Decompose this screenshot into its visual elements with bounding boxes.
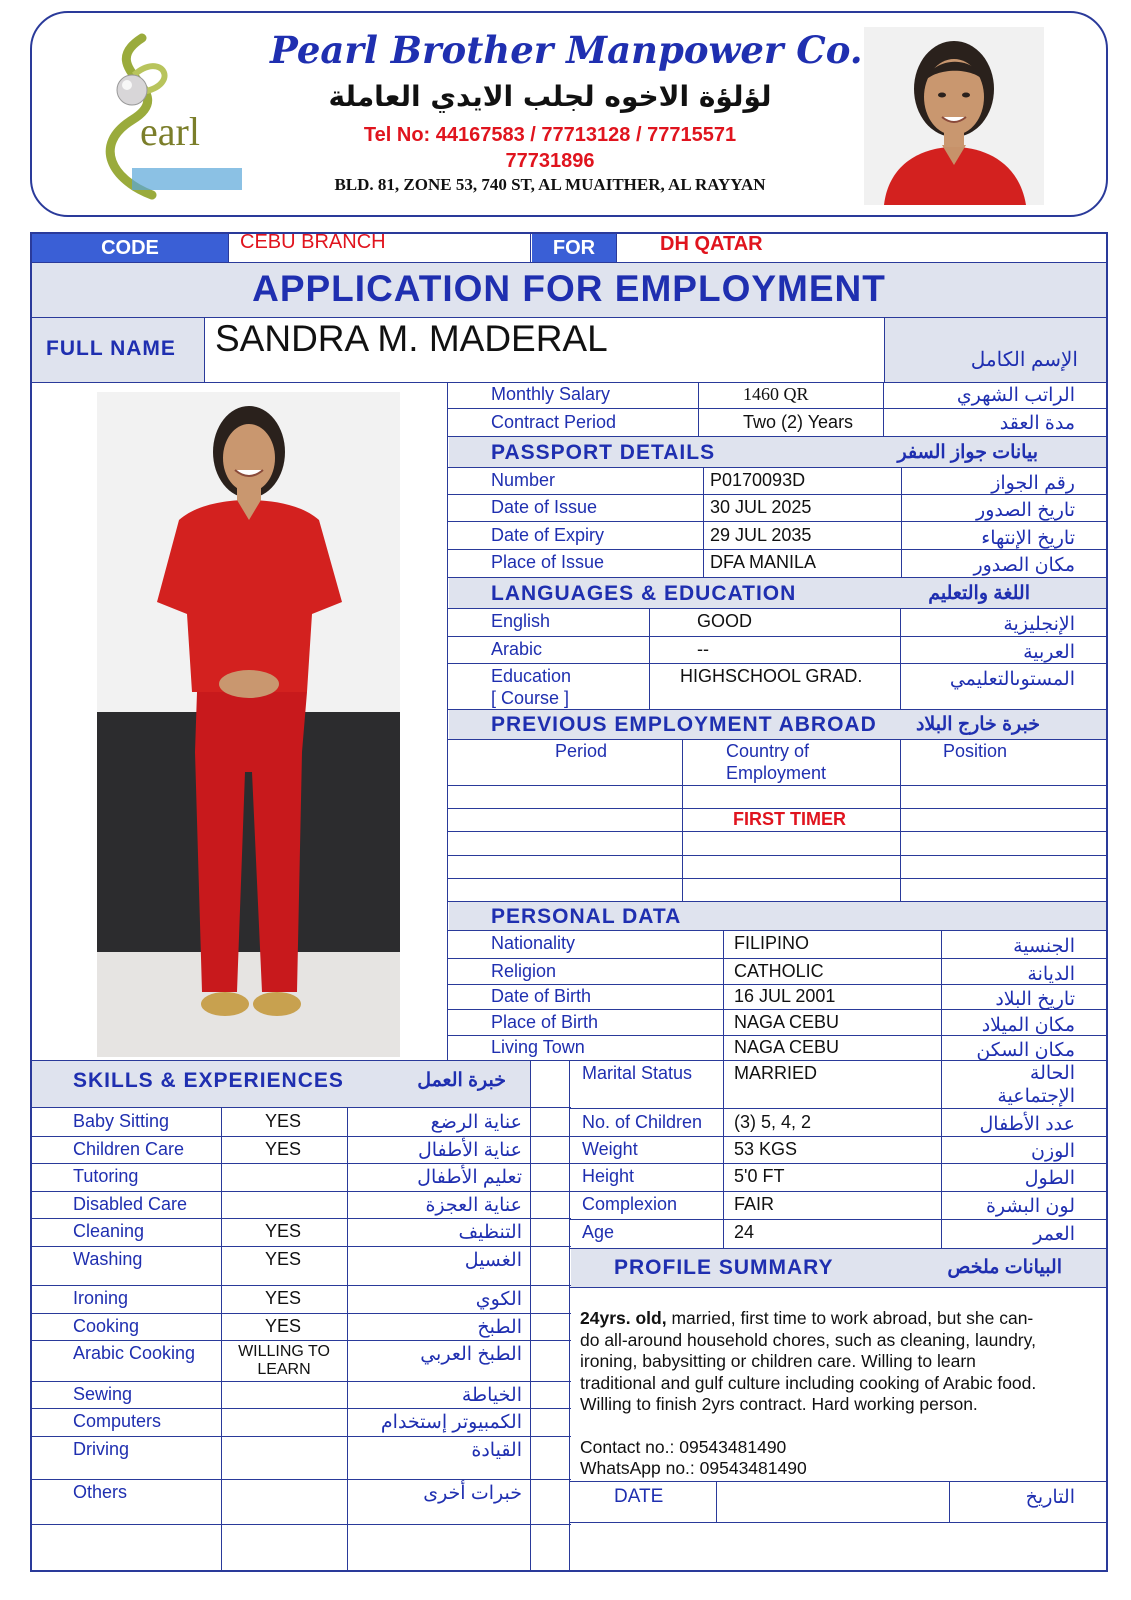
skill-label: Computers [73, 1411, 162, 1431]
personal-data-header: PERSONAL DATA [491, 905, 682, 928]
date-of-expiry-arabic: تاريخ الإنتهاء [981, 528, 1075, 549]
education-course-label: [ Course ] [491, 688, 570, 708]
profile-line-5: Willing to finish 2yrs contract. Hard working person. [580, 1394, 978, 1414]
personal-detail-label: Complexion [582, 1194, 678, 1214]
nationality-arabic: الجنسية [1013, 936, 1075, 957]
skill-arabic: خبرات أخرى [423, 1483, 522, 1504]
date-of-issue-value: 30 JUL 2025 [710, 497, 812, 517]
skills-experiences-header: SKILLS & EXPERIENCES [73, 1069, 344, 1092]
skill-label: Disabled Care [73, 1194, 188, 1214]
employment-position-column: Position [943, 741, 1008, 761]
skill-arabic: عناية الرضع [430, 1112, 522, 1133]
company-name: Pearl Brother Manpower Co. [270, 28, 863, 72]
passport-number-value: P0170093D [710, 470, 806, 490]
religion-label: Religion [491, 961, 557, 981]
skill-arabic: عناية العجزة [425, 1195, 522, 1216]
date-arabic: التاريخ [1025, 1487, 1075, 1508]
passport-number-arabic: رقم الجواز [991, 473, 1075, 494]
date-of-birth-label: Date of Birth [491, 986, 592, 1006]
skill-value: YES [265, 1249, 302, 1269]
passport-details-header: PASSPORT DETAILS [491, 441, 716, 464]
contract-period-arabic: مدة العقد [999, 413, 1075, 434]
skill-arabic: الطبخ [477, 1317, 522, 1338]
company-address: BLD. 81, ZONE 53, 740 ST, AL MUAITHER, AL RAYYAN [334, 175, 766, 194]
skill-arabic: التنظيف [458, 1222, 522, 1243]
skill-arabic: الغسيل [464, 1250, 522, 1271]
full-name-label: FULL NAME [46, 337, 176, 360]
skill-label: Ironing [73, 1288, 129, 1308]
marital-status-arabic-2: الإجتماعية [997, 1086, 1075, 1107]
skill-value: YES [265, 1316, 302, 1336]
date-of-expiry-value: 29 JUL 2035 [710, 525, 812, 545]
skill-value: YES [265, 1111, 302, 1131]
skill-label: Baby Sitting [73, 1111, 170, 1131]
skill-arabic: الخياطة [461, 1385, 522, 1406]
english-arabic: الإنجليزية [1003, 614, 1075, 635]
passport-number-label: Number [491, 470, 556, 490]
date-of-issue-arabic: تاريخ الصدور [976, 500, 1075, 521]
profile-lead: 24yrs. old, [580, 1308, 667, 1328]
company-phone: Tel No: 44167583 / 77713128 / 77715571 [363, 124, 737, 146]
education-value: HIGHSCHOOL GRAD. [680, 666, 863, 686]
profile-line-4: traditional and gulf culture including cooking of Arabic food. [580, 1372, 1037, 1393]
monthly-salary-value: 1460 QR [743, 384, 809, 404]
skill-label: Washing [73, 1249, 143, 1269]
applicant-full-body-photo [97, 392, 400, 1057]
religion-value: CATHOLIC [734, 961, 824, 981]
skill-label: Tutoring [73, 1166, 139, 1186]
date-label: DATE [614, 1486, 664, 1507]
religion-arabic: الديانة [1027, 964, 1075, 985]
personal-detail-arabic: لون البشرة [985, 1196, 1075, 1217]
logo-text-brother: BROTHER [132, 148, 222, 164]
date-of-birth-value: 16 JUL 2001 [734, 986, 836, 1006]
personal-detail-label: Weight [582, 1139, 638, 1159]
personal-detail-value: 24 [734, 1222, 755, 1242]
contact-number: Contact no.: 09543481490 [580, 1436, 787, 1457]
place-of-issue-value: DFA MANILA [710, 552, 817, 572]
personal-detail-value: FAIR [734, 1194, 775, 1214]
personal-detail-label: Age [582, 1222, 615, 1242]
code-label: CODE [101, 237, 159, 259]
nationality-label: Nationality [491, 933, 576, 953]
for-value: DH QATAR [660, 233, 763, 255]
previous-employment-header: PREVIOUS EMPLOYMENT ABROAD [491, 713, 877, 736]
date-of-birth-arabic: تاريخ البلاد [995, 989, 1075, 1010]
skill-label: Sewing [73, 1384, 133, 1404]
living-town-arabic: مكان السكن [976, 1040, 1075, 1061]
education-arabic: المستوىالتعليمي [949, 669, 1075, 690]
arabic-language-arabic: العربية [1023, 642, 1075, 663]
personal-detail-label: Height [582, 1166, 635, 1186]
date-of-expiry-label: Date of Expiry [491, 525, 605, 545]
profile-summary-header: PROFILE SUMMARY [614, 1256, 834, 1279]
personal-detail-value: 5'0 FT [734, 1166, 785, 1186]
profile-summary-header-arabic: البيانات ملخص [947, 1257, 1062, 1278]
languages-education-header-arabic: اللغة والتعليم [928, 583, 1030, 604]
whatsapp-number: WhatsApp no.: 09543481490 [580, 1458, 807, 1478]
personal-detail-label: No. of Children [582, 1112, 703, 1132]
passport-details-header-arabic: بيانات جواز السفر [897, 442, 1038, 463]
contract-period-value: Two (2) Years [743, 412, 854, 432]
place-of-birth-value: NAGA CEBU [734, 1012, 840, 1032]
skill-label: Driving [73, 1439, 130, 1459]
full-name-value: SANDRA M. MADERAL [215, 318, 608, 359]
personal-detail-value: (3) 5, 4, 2 [734, 1112, 812, 1132]
first-timer-note: FIRST TIMER [733, 809, 846, 829]
skill-arabic: الطبخ العربي [420, 1344, 522, 1365]
skill-label: Children Care [73, 1139, 185, 1159]
skill-arabic: القيادة [471, 1440, 522, 1461]
profile-line-1: married, first time to work abroad, but she can- [666, 1308, 1034, 1328]
languages-education-header: LANGUAGES & EDUCATION [491, 582, 797, 605]
english-value: GOOD [697, 611, 753, 631]
company-name-arabic: لؤلؤة الاخوه لجلب الايدي العاملة [328, 80, 772, 113]
personal-detail-arabic: الوزن [1030, 1141, 1075, 1162]
applicant-headshot [864, 27, 1044, 205]
place-of-birth-label: Place of Birth [491, 1012, 599, 1032]
skill-label: Cleaning [73, 1221, 145, 1241]
skill-label: Others [73, 1482, 128, 1502]
skill-value: YES [265, 1288, 302, 1308]
english-label: English [491, 611, 551, 631]
logo-text-pearl: earl [140, 109, 200, 154]
personal-detail-arabic: الطول [1024, 1168, 1075, 1189]
marital-status-value: MARRIED [734, 1063, 818, 1083]
skill-value: YES [265, 1139, 302, 1159]
skill-arabic: الكمبيوتر إستخدام [380, 1412, 522, 1433]
arabic-language-value: -- [697, 639, 709, 659]
previous-employment-header-arabic: خبرة خارج البلاد [915, 714, 1040, 735]
code-value: CEBU BRANCH [240, 231, 386, 253]
contract-period-label: Contract Period [491, 412, 617, 432]
for-label: FOR [552, 237, 596, 259]
date-of-issue-label: Date of Issue [491, 497, 598, 517]
form-title: APPLICATION FOR EMPLOYMENT [252, 268, 886, 309]
employment-period-column: Period [555, 741, 608, 761]
skill-arabic: عناية الأطفال [417, 1140, 522, 1161]
arabic-language-label: Arabic [491, 639, 543, 659]
skill-value-2: LEARN [257, 1361, 311, 1378]
marital-status-arabic: الحالة [1029, 1063, 1075, 1084]
living-town-label: Living Town [491, 1037, 585, 1057]
living-town-value: NAGA CEBU [734, 1037, 840, 1057]
marital-status-label: Marital Status [582, 1063, 693, 1083]
skill-label: Arabic Cooking [73, 1343, 196, 1363]
skill-value: YES [265, 1221, 302, 1241]
skills-experiences-header-arabic: خبرة العمل [417, 1070, 506, 1091]
skill-value: WILLING TO [238, 1343, 330, 1360]
personal-detail-arabic: عدد الأطفال [979, 1114, 1075, 1135]
personal-detail-arabic: العمر [1033, 1224, 1075, 1245]
company-logo [72, 30, 252, 205]
employment-country-column-2: Employment [726, 763, 827, 783]
profile-line-2: do all-around household chores, such as cleaning, laundry, [580, 1329, 1036, 1350]
profile-line-3: ironing, babysitting or children care. Willing to learn [580, 1351, 976, 1371]
profile-summary-text [580, 1308, 1090, 1480]
monthly-salary-label: Monthly Salary [491, 384, 611, 404]
place-of-issue-arabic: مكان الصدور [973, 555, 1075, 576]
company-phone-2: 77731896 [505, 150, 595, 172]
skill-label: Cooking [73, 1316, 140, 1336]
personal-detail-value: 53 KGS [734, 1139, 798, 1159]
employment-country-column: Country of [726, 741, 810, 761]
skill-arabic: الكوي [475, 1289, 522, 1310]
full-name-arabic: الإسم الكامل [970, 349, 1078, 371]
nationality-value: FILIPINO [734, 933, 810, 953]
place-of-birth-arabic: مكان الميلاد [981, 1015, 1075, 1036]
monthly-salary-arabic: الراتب الشهري [956, 385, 1075, 406]
education-label: Education [491, 666, 572, 686]
place-of-issue-label: Place of Issue [491, 552, 605, 572]
skill-arabic: تعليم الأطفال [417, 1167, 522, 1188]
